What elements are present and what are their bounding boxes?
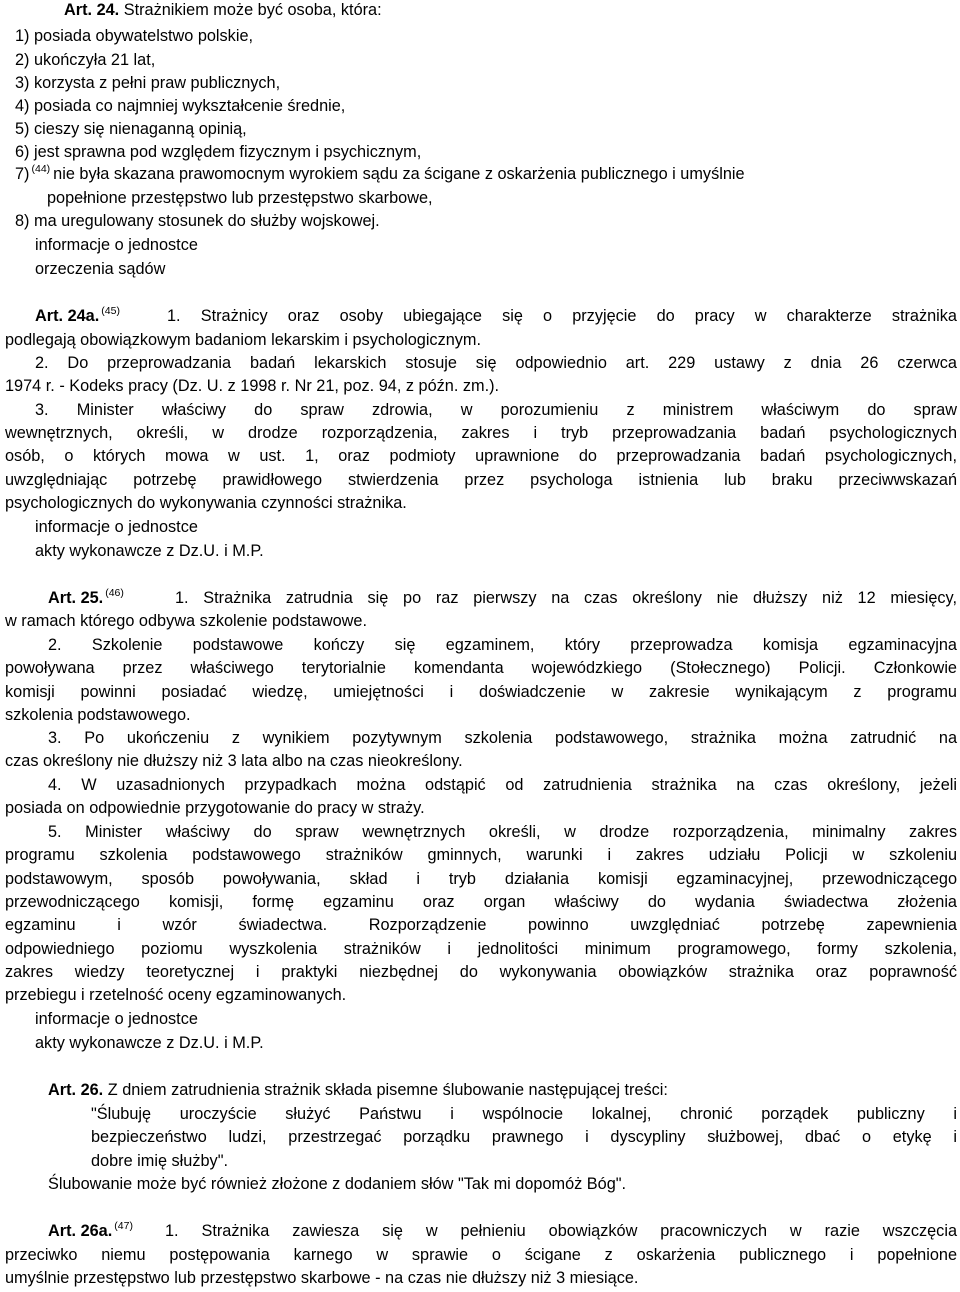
paragraph-line: wewnętrznych, określi, w drodze rozporządzenia, zakres i tryb przeprowadzania badań psychologicznych [5,424,957,442]
paragraph-line: powoływana przez właściwego terytorialnie komendanta wojewódzkiego (Stołecznego) Policji. Członkowie [5,659,957,677]
paragraph-line: egzaminu i wzór świadectwa. Rozporządzenie powinno uwzględniać potrzebę zapewnienia [5,916,957,934]
list-item: 6) jest sprawna pod względem fizycznym i psychicznym, [15,143,422,161]
unit-info-link[interactable]: informacje o jednostce [35,1010,198,1028]
article-label: Art. 26a. [48,1222,113,1240]
paragraph-line: 5. Minister właściwy do spraw wewnętrznych określi, w drodze rozporządzenia, minimalny zakres [48,823,957,841]
paragraph-line: 1974 r. - Kodeks pracy (Dz. U. z 1998 r. Nr 21, poz. 94, z późn. zm.). [5,377,500,395]
executive-acts-link[interactable]: akty wykonawcze z Dz.U. i M.P. [35,1034,264,1052]
paragraph-line: 2. Do przeprowadzania badań lekarskich stosuje się odpowiednio art. 229 ustawy z dnia 26 czerwca [35,354,957,372]
list-number: 7) [15,165,30,183]
paragraph-line: przeciwko niemu postępowania karnego w sprawie o ścigane z oskarżenia publicznego i popełnione [5,1246,957,1264]
article-label: Art. 24. [64,1,120,19]
paragraph-line: 1. Strażnika zatrudnia się po raz pierwszy na czas określony nie dłuższy niż 12 miesięcy, [175,589,957,607]
art25-heading [48,588,127,610]
oath-line: bezpieczeństwo ludzi, przestrzegać porządku prawnego i dyscypliny służbowej, dbać o etykę i [91,1128,957,1146]
footnote-ref[interactable]: (44) [31,163,51,175]
list-item: 1) posiada obywatelstwo polskie, [15,27,254,45]
oath-line: dobre imię służby". [91,1152,228,1170]
paragraph-line: zakres wiedzy teoretycznej i praktyki niezbędnej do wykonywania obowiązków strażnika oraz poprawność [5,963,957,981]
list-item-7-continuation: popełnione przestępstwo lub przestępstwo skarbowe, [47,189,433,207]
paragraph-line: 2. Szkolenie podstawowe kończy się egzaminem, który przeprowadza komisja egzaminacyjna [48,636,957,654]
list-item: 2) ukończyła 21 lat, [15,51,156,69]
paragraph-line: szkolenia podstawowego. [5,706,191,724]
unit-info-link[interactable]: informacje o jednostce [35,236,198,254]
paragraph-line: programu szkolenia podstawowego strażników gminnych, warunki i zakres udziału Policji w szkoleniu [5,846,957,864]
art24a-heading [35,306,123,328]
art24-heading [64,0,382,20]
executive-acts-link[interactable]: akty wykonawcze z Dz.U. i M.P. [35,542,264,560]
paragraph-line: przebiegu i rzetelność oceny egzaminowanych. [5,986,347,1004]
paragraph-line: komisji powinni posiadać wiedzę, umiejętności i doświadczenie w zakresie wynikającym z programu [5,683,957,701]
article-intro: Z dniem zatrudnienia strażnik składa pisemne ślubowanie następującej treści: [107,1081,668,1099]
paragraph-line: 4. W uzasadnionych przypadkach można odstąpić od zatrudnienia strażnika na czas określony, jeżeli [48,776,957,794]
list-item: 3) korzysta z pełni praw publicznych, [15,74,281,92]
list-item: 8) ma uregulowany stosunek do służby wojskowej. [15,212,380,230]
paragraph-line: 3. Po ukończeniu z wynikiem pozytywnym szkolenia podstawowego, strażnika można zatrudnić na [48,729,957,747]
footnote-ref[interactable]: (47) [114,1220,133,1232]
paragraph-line: podlegają obowiązkowym badaniom lekarskim i psychologicznym. [5,331,481,349]
paragraph-line: 1. Strażnika zawiesza się w pełnieniu obowiązków pracowniczych w razie wszczęcia [165,1222,957,1240]
paragraph-line: osób, o których mowa w ust. 1, oraz podmioty uprawnione do przeprowadzania badań psychologicznych, [5,447,957,465]
footnote-ref[interactable]: (45) [101,305,120,317]
list-item-7 [15,164,745,186]
oath-note: Ślubowanie może być również złożone z dodaniem słów "Tak mi dopomóż Bóg". [48,1175,627,1193]
paragraph-line: 1. Strażnicy oraz osoby ubiegające się o przyjęcie do pracy w charakterze strażnika [167,307,957,325]
paragraph-line: w ramach którego odbywa szkolenie podstawowe. [5,612,367,630]
paragraph-line: umyślnie przestępstwo lub przestępstwo skarbowe - na czas nie dłuższy niż 3 miesiące. [5,1269,639,1287]
article-intro: Strażnikiem może być osoba, która: [123,1,382,19]
art26a-heading [48,1221,136,1243]
paragraph-line: czas określony nie dłuższy niż 3 lata albo na czas nieokreślony. [5,752,463,770]
article-label: Art. 26. [48,1081,104,1099]
list-item: 5) cieszy się nienaganną opinią, [15,120,247,138]
list-text: nie była skazana prawomocnym wyrokiem sądu za ścigane z oskarżenia publicznego i umyślnie [53,165,745,183]
paragraph-line: odpowiedniego poziomu wyszkolenia strażników i jednolitości minimum programowego, formy szkolenia, [5,940,957,958]
unit-info-link[interactable]: informacje o jednostce [35,518,198,536]
court-rulings-link[interactable]: orzeczenia sądów [35,260,166,278]
footnote-ref[interactable]: (46) [105,587,124,599]
oath-line: "Ślubuję uroczyście służyć Państwu i wspólnocie lokalnej, chronić porządek publiczny i [91,1105,957,1123]
article-label: Art. 24a. [35,307,100,325]
paragraph-line: uwzględniając potrzebę prawidłowego stwierdzenia przez psychologa istnienia lub braku przeciwwskazań [5,471,957,489]
paragraph-line: podstawowym, sposób powoływania, skład i tryb działania komisji egzaminacyjnej, przewodniczącego [5,870,957,888]
paragraph-line: posiada on odpowiednie przygotowanie do pracy w straży. [5,799,425,817]
article-label: Art. 25. [48,589,104,607]
art26-heading [48,1080,668,1100]
list-item: 4) posiada co najmniej wykształcenie średnie, [15,97,346,115]
paragraph-line: przewodniczącego komisji, formę egzaminu oraz organ właściwy do wydania świadectwa złożenia [5,893,957,911]
paragraph-line: 3. Minister właściwy do spraw zdrowia, w porozumieniu z ministrem właściwym do spraw [35,401,957,419]
paragraph-line: psychologicznych do wykonywania czynności strażnika. [5,494,407,512]
